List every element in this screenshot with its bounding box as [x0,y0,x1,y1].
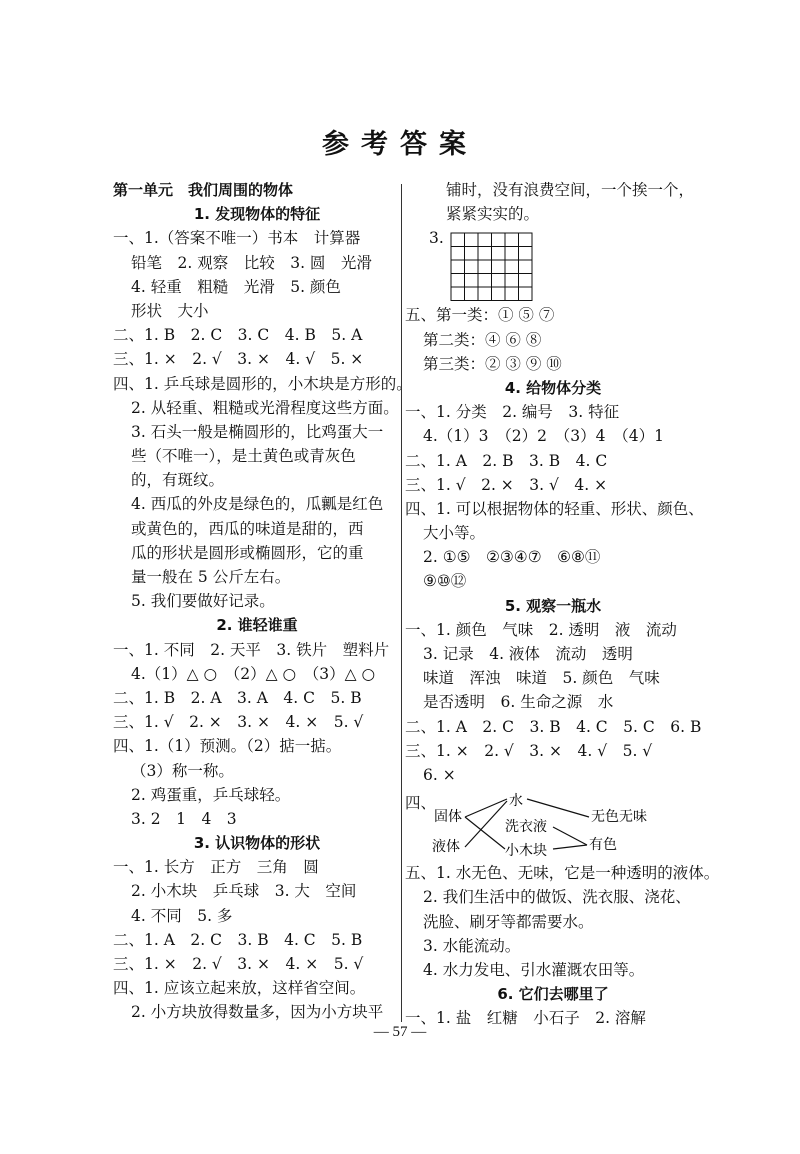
matching-figure [405,787,701,861]
answer-line: 3. 水能流动。 [423,936,521,955]
grid-cell [505,260,519,274]
grid-cell [505,287,519,301]
answer-line: 洗脸、刷牙等都需要水。 [423,912,594,931]
answer-line: 五、第一类：① ⑤ ⑦ [405,306,555,325]
grid-cell [478,247,492,261]
answer-line: 二、1. B 2. C 3. C 4. B 5. A [113,326,363,345]
grid-cell [492,247,506,261]
answer-line: 2. 我们生活中的做饭、洗衣服、浇花、 [423,888,691,907]
section-heading: 5. 观察一瓶水 [504,596,602,615]
section-heading: 4. 给物体分类 [504,378,602,397]
answer-line: 4. 轻重 粗糙 光滑 5. 颜色 [131,277,341,296]
grid-cell [519,274,533,288]
answer-line: 四、1. 乒乓球是圆形的，小木块是方形的。 [113,374,412,393]
grid-cell [492,233,506,247]
answer-line: 紧紧实实的。 [446,205,540,224]
grid-cell [451,274,465,288]
grid-cell [519,287,533,301]
grid-cell [505,274,519,288]
grid-cell [451,287,465,301]
grid-cell [492,274,506,288]
grid-cell [451,260,465,274]
answer-line: 四、1.（1）预测。（2）掂一掂。 [113,737,342,756]
answer-line: 五、1. 水无色、无味，它是一种透明的液体。 [405,864,720,883]
page-title: 参考答案 [322,129,478,160]
answer-line: 味道 浑浊 味道 5. 颜色 气味 [423,669,660,688]
answer-line: 3. 记录 4. 液体 流动 透明 [423,645,633,663]
answer-line: 一、1. 分类 2. 编号 3. 特征 [405,403,620,422]
match-mid-2: 洗衣液 [505,819,547,836]
answer-line: 2. ①⑤ ②③④⑦ ⑥⑧⑪ [423,548,601,567]
answer-line: 三、1. √ 2. × 3. √ 4. × [405,475,608,494]
match-mid-3: 小木块 [505,843,547,860]
answer-line: 是否透明 6. 生命之源 水 [423,693,614,712]
answer-line: 4.（1）3 （2）2 （3）4 （4）1 [423,427,664,446]
answer-line: 二、1. A 2. C 3. B 4. C 5. C 6. B [405,717,702,736]
answer-line: （3）称一称。 [131,761,234,780]
page-number: — 57 — [373,1024,427,1040]
answer-line: 一、1. 盐 红糖 小石子 2. 溶解 [405,1009,646,1028]
square-grid-diagram [450,232,538,302]
grid-cell [465,233,479,247]
grid-cell [492,260,506,274]
answer-line: 2. 小木块 乒乓球 3. 大 空间 [131,882,357,901]
answer-line: 2. 从轻重、粗糙或光滑程度这些方面。 [131,398,399,417]
grid-cell [451,233,465,247]
answer-line: 4.（1）△ ○ （2）△ ○ （3）△ ○ [131,664,375,683]
match-right-2: 有色 [589,837,617,854]
section-heading: 6. 它们去哪里了 [497,985,609,1004]
answer-line: 3. 2 1 4 3 [131,809,237,828]
match-mid-1: 水 [509,793,523,810]
grid-cell [505,247,519,261]
grid-cell [478,287,492,301]
grid-cell [478,260,492,274]
grid-cell [451,247,465,261]
answer-line: 量一般在 5 公斤左右。 [131,568,291,586]
grid-cell [478,274,492,288]
answer-line: 二、1. B 2. A 3. A 4. C 5. B [113,688,362,707]
answer-line: 形状 大小 [131,301,209,320]
answer-line: 三、1. × 2. √ 3. × 4. √ 5. √ [405,741,653,760]
grid-cell [519,233,533,247]
grid-cell [465,260,479,274]
answer-line: 一、1. 不同 2. 天平 3. 铁片 塑料片 [113,640,390,659]
answer-line: 些（不唯一），是土黄色或青灰色 [131,447,356,466]
answer-line: 或黄色的，西瓜的味道是甜的，西 [131,519,364,538]
answer-line: 二、1. A 2. B 3. B 4. C [405,451,608,470]
matching-label: 四、 [405,794,437,813]
grid-cell [465,274,479,288]
grid-cell [505,233,519,247]
column-divider [401,184,402,1022]
match-right-1: 无色无味 [591,809,647,826]
grid-cell [478,233,492,247]
match-left-2: 液体 [432,839,460,856]
answer-line: 铺时，没有浪费空间，一个挨一个， [446,181,695,199]
match-left-1: 固体 [434,809,462,826]
grid-cell [465,287,479,301]
answer-line: 3. 石头一般是椭圆形的，比鸡蛋大一 [131,422,384,441]
answer-line: 第二类：④ ⑥ ⑧ [423,330,542,349]
answer-line: 一、1. 颜色 气味 2. 透明 液 流动 [405,620,677,639]
grid-label: 3. [429,229,444,248]
grid-cell [519,247,533,261]
answer-line: 三、1. × 2. √ 3. × 4. √ 5. × [113,350,364,369]
answer-line: 5. 我们要做好记录。 [131,592,275,611]
right-column [405,178,720,1030]
answer-line: 4. 西瓜的外皮是绿色的，瓜瓤是红色 [131,495,384,514]
answer-line: 大小等。 [423,524,486,543]
answer-line: 三、1. × 2. √ 3. × 4. × 5. √ [113,955,364,973]
section-heading: 1. 发现物体的特征 [193,205,321,224]
answer-line: 4. 水力发电、引水灌溉农田等。 [423,960,645,979]
answer-line: ⑨⑩⑫ [423,572,467,591]
answer-line: 一、1. 长方 正方 三角 圆 [113,858,319,877]
left-column [113,178,412,1025]
answer-line: 二、1. A 2. C 3. B 4. C 5. B [113,930,363,949]
section-heading: 2. 谁轻谁重 [216,616,298,635]
grid-figure [405,226,701,303]
answer-line: 2. 小方块放得数量多，因为小方块平 [131,1003,384,1022]
section-heading: 3. 认识物体的形状 [193,834,321,853]
unit-heading: 第一单元 我们周围的物体 [113,181,294,199]
answer-line: 一、1.（答案不唯一）书本 计算器 [113,229,361,248]
answer-line: 铅笔 2. 观察 比较 3. 圆 光滑 [131,253,372,272]
answer-line: 瓜的形状是圆形或椭圆形，它的重 [131,543,364,562]
answer-line: 四、1. 应该立起来放，这样省空间。 [113,979,366,998]
answer-line: 三、1. √ 2. × 3. × 4. × 5. √ [113,713,364,732]
answer-line: 第三类：② ③ ⑨ ⑩ [423,354,562,373]
answer-line: 四、1. 可以根据物体的轻重、形状、颜色、 [405,499,704,518]
grid-cell [492,287,506,301]
matching-lines-diagram [429,787,669,861]
answer-line: 的，有斑纹。 [131,471,225,490]
answer-line: 6. × [423,765,456,784]
answer-line: 4. 不同 5. 多 [131,906,233,925]
answer-line: 2. 鸡蛋重，乒乓球轻。 [131,785,291,804]
grid-cell [465,247,479,261]
grid-cell [519,260,533,274]
